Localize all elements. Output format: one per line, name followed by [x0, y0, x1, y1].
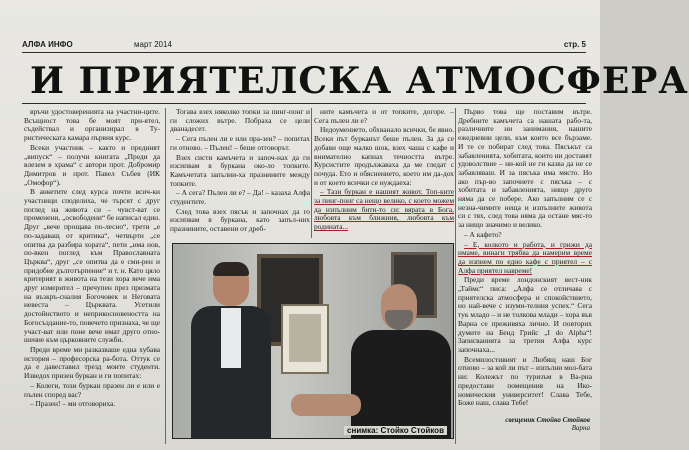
author-signature [462, 416, 590, 432]
handshake [291, 394, 361, 416]
person-left [191, 262, 271, 438]
article-photo [172, 243, 454, 439]
page-number: стр. 5 [563, 40, 586, 49]
person-right [351, 284, 451, 438]
paragraph: Всемилостивият и Любящ наш Бог отново – за кой ли път – изпълни мол-бата ни: Колежът по туризъм в Ва-рна предостави помещения на Ико-номическия университет! Слава Тебе, Боже наш, слава Тебе! [458, 354, 592, 408]
paragraph: – Сега пълен ли е или пра-зен? – попитах ги отново. – Пълен! – беше отговорът. [170, 134, 310, 152]
article-column-2 [170, 108, 310, 238]
paragraph: Взех систи камъчета и започ-нах да ги изсипвам в буркана око-ло топките. Камъчетата запълни-ха празнините между топките. [170, 152, 310, 188]
paragraph: ните камъчета и от топките, догоре. – Сега пълен ли е? [314, 107, 454, 125]
paragraph: След това взех пясък и започнах да го изсипвам в буркана, като запъл-них празнините, оставени от дреб- [170, 206, 310, 234]
article-column-3 [314, 108, 454, 238]
paragraph: – Е, колкото и работа, и грижи да имаме, винаги трябва да намерим време да изпием по едно кафе с приятел – с Алфа приятел навремe! [458, 239, 592, 275]
headline: И ПРИЯТЕЛСКА АТМОСФЕРА [30, 60, 689, 102]
publication-name: АЛФА ИНФО [22, 40, 73, 49]
paragraph: връчи удостоверенията на участни-цитe. Всъщност това бе моят при-ятел, съдействал и организирал в Ту-ристическата камара първия курс. [24, 107, 160, 143]
column-divider [311, 108, 312, 238]
column-divider [165, 108, 166, 444]
paragraph: Тогава взех няколко топки за пинг-понг и ги сложих вътре. Побраха се цели дванадесет. [170, 107, 310, 134]
paragraph: – А кафето? [464, 229, 502, 239]
page-header [22, 38, 586, 53]
article-column-4 [458, 108, 592, 448]
paragraph: Недоумението, обхванало всички, бе явно. Всеки път бурканът беше пълен. За да се добави още малко шок, взех чаша с кафе и внимателно капнах течността вътре. Курсистите продължаваха да ме гледат с почуда. Ето и обяснението, което им да-дох и от което всички се нуждаеха: [314, 125, 454, 187]
paragraph: Преди време ми разказваше една хубава история – професорска ра-бота. Оттук се да е давеставил трезд моите студенти. Изведох призен буркан и ги попитах: [24, 344, 160, 381]
author-name: свещеник Стойко Стойков [505, 416, 590, 424]
paragraph: – Празен! – ми отговориха. [30, 399, 116, 409]
headline-rule [22, 103, 586, 104]
paragraph: В анкетите след курса почти всич-ки участници споделиха, че търсят с друг поглед на живота си – чувст-ват се променени, „освободени“ бе написал един. Друг „вече прощава по-лесно“, трети „е по-задаващ от критика“, четвърти „се опитва да разбира хората“, пети „има нов, по-вкен поглед към Православната Църква“, друг „се опитва да е сми-рен и придобие дълготърпение“ и т. н. Като цяло критерият в живота на тези хора вече има друг измерител – пречупен през призмата на възкръ-сналия Богочовек и Неговата невеста – Църквата. Усетили достойнството и неприкосновеността на Богосъздание-то, повечето признаха, че ще участ-ват или поне вече имат друго отно-шение към църковните служби. [24, 187, 160, 345]
paragraph: Първо това ще поставим вътре. Дребните камъчета са нашата рабо-та, различните ни занимания, нашите ежедневни цели, към които все бързаме. И те се побират след това. Пясъкът са забавленията, хобитата, които ни доставят удоволствие – ни-кой не ги казва да не се забавляваш. И за пясъка има място. Но ако пър-во започнете с пясъка – с хобитата и забавленията, нищо друго няма да се побере. Ако запълним се с незна-чимите неща и изпълните живота си с тях, след това няма да остане мяс-то за нищо значимо и велико. [458, 107, 592, 230]
paragraph: – А сега? Пълен ли е? – Да! – казаха Алфа студентите. [170, 188, 310, 207]
paragraph: Всеки участник – както и предният „випуск“ – получи книгата „Преди да влезем в храма“ с автори прот. Доброми́р Димитров и прот. Павел Събев (ИК „Омофор“). [24, 142, 160, 187]
paragraph: – Колеги, този буркан празен ли е или е пълен според вас? [24, 380, 160, 399]
paragraph: – Тази буркан е нашият живот. Топ-ките за пинг-понг са нещо велико, с което можем да изпълним бити-то си: вярата в Бога, любовта към ближния, любовта към родината... [314, 187, 454, 232]
certificate [281, 304, 329, 374]
photo-credit: снимка: Стойко Стойков [344, 426, 447, 435]
issue-date: март 2014 [134, 40, 172, 49]
article-column-1 [24, 108, 160, 448]
column-divider [455, 108, 456, 444]
paragraph: Преди време лондонският вест-ник „Таймс“ писа: „Алфа се отличава с приятелска атмосфера и спокойствието, но най-вече с изуми-телния успех.“ Сега тук младо – и не толкова млади – хора във Варна се преживяха лично. И повторих думите на Бенд Грийс „I do Alpha“! Записванията за третия Алфа курс започнаха... [458, 275, 592, 354]
author-city: Варна [571, 424, 590, 432]
